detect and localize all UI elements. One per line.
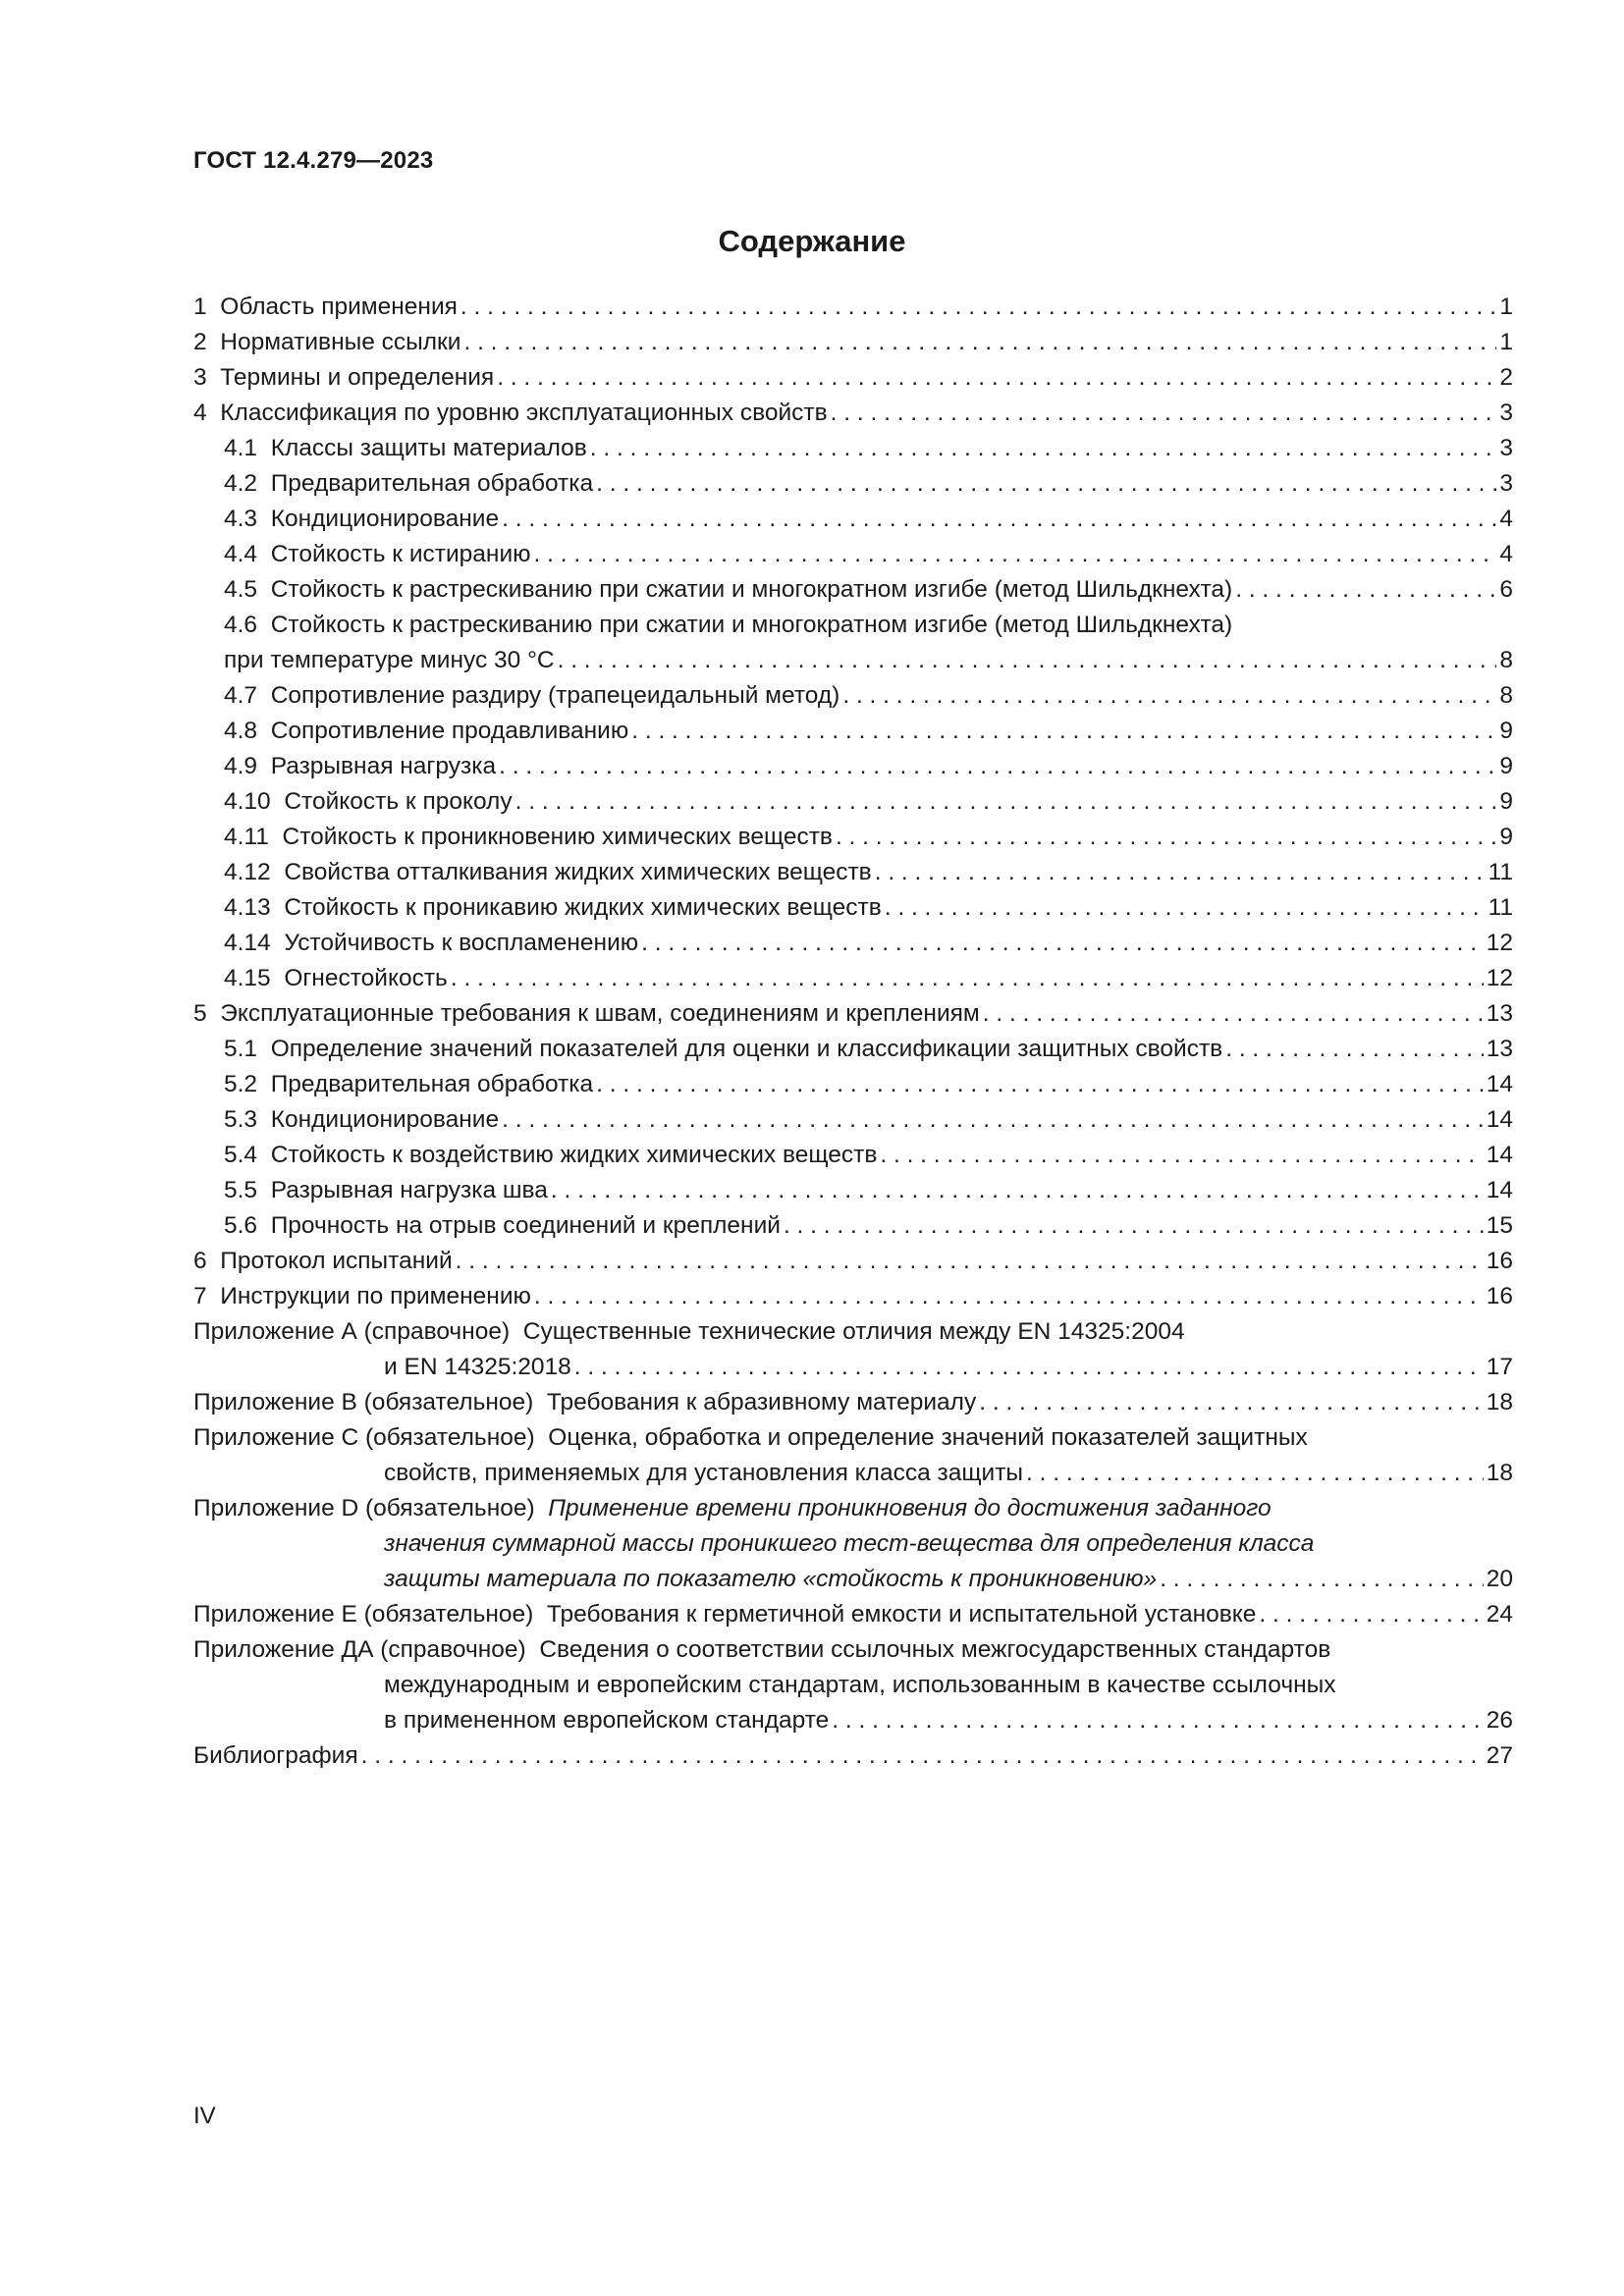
toc-page-number: 8 xyxy=(1499,647,1513,673)
appendix-label: Приложение E (обязательное) xyxy=(193,1601,534,1628)
toc-entry-text xyxy=(224,608,1232,643)
toc-entry-text xyxy=(224,466,593,502)
toc-entry-text xyxy=(224,1173,548,1208)
toc-section-entry[interactable] xyxy=(193,396,1513,431)
appendix-title-line: Требования к герметичной емкости и испытательной установке xyxy=(546,1601,1257,1628)
section-title: Стойкость к проколу xyxy=(284,788,513,815)
toc-subsection-entry[interactable] xyxy=(193,820,1513,855)
toc-page-number: 16 xyxy=(1486,1248,1513,1274)
toc-page-number: 13 xyxy=(1486,1000,1513,1027)
dot-leader xyxy=(596,1067,1484,1102)
toc-page-number: 16 xyxy=(1486,1283,1513,1309)
section-number: 5.1 xyxy=(224,1036,258,1062)
section-number: 6 xyxy=(193,1248,207,1274)
section-title: Кондиционирование xyxy=(270,506,500,532)
toc-entry-text xyxy=(224,784,513,820)
section-number: 5.4 xyxy=(224,1142,258,1168)
section-title: Область применения xyxy=(220,294,458,320)
dot-leader xyxy=(1259,1597,1483,1632)
toc-page-number: 9 xyxy=(1499,788,1513,815)
dot-leader xyxy=(1160,1562,1484,1597)
section-number: 1 xyxy=(193,294,207,320)
section-title: Стойкость к проникавию жидких химических веществ xyxy=(284,894,882,921)
toc-appendix-continuation[interactable] xyxy=(193,1562,1513,1597)
toc-entry-text xyxy=(224,961,448,996)
dot-leader xyxy=(558,643,1497,678)
toc-entry-text xyxy=(193,996,980,1032)
toc-page-number: 14 xyxy=(1486,1177,1513,1203)
section-number: 4.1 xyxy=(224,435,258,461)
section-title: Стойкость к истиранию xyxy=(270,541,531,567)
toc-subsection-entry[interactable] xyxy=(193,431,1513,466)
toc-page-number: 15 xyxy=(1486,1212,1513,1239)
section-number: 4.15 xyxy=(224,965,271,991)
toc-subsection-entry[interactable] xyxy=(193,502,1513,537)
dot-leader xyxy=(596,466,1496,502)
toc-entry-text xyxy=(224,890,882,926)
toc-subsection-continuation[interactable] xyxy=(193,643,1513,678)
dot-leader xyxy=(832,1703,1483,1738)
section-number: 4.3 xyxy=(224,506,258,532)
toc-entry-text xyxy=(224,1032,1222,1067)
toc-entry-text xyxy=(224,678,839,714)
section-title: Предварительная обработка xyxy=(270,1071,594,1097)
toc-entry-text xyxy=(193,1279,531,1314)
dot-leader xyxy=(1235,572,1496,608)
toc-subsection-entry[interactable] xyxy=(193,537,1513,572)
section-title: Предварительная обработка xyxy=(270,470,594,497)
toc-page-number: 3 xyxy=(1499,470,1513,497)
appendix-title-line: Существенные технические отличия между EN 14325:2004 xyxy=(522,1318,1185,1345)
section-title: Термины и определения xyxy=(220,364,495,391)
toc-entry-text xyxy=(224,926,638,961)
toc-page-number: 9 xyxy=(1499,824,1513,850)
toc-page-number: 14 xyxy=(1486,1106,1513,1133)
appendix-label: Приложение А (справочное) xyxy=(193,1318,511,1345)
toc-appendix-continuation[interactable] xyxy=(193,1526,1513,1562)
appendix-title-line: международным и европейским стандартам, использованным в качестве ссылочных xyxy=(384,1672,1336,1698)
appendix-title-line: Требования к абразивному материалу xyxy=(546,1389,977,1415)
dot-leader xyxy=(1026,1456,1484,1491)
toc-page-number: 2 xyxy=(1499,364,1513,391)
toc-appendix-continuation[interactable] xyxy=(193,1350,1513,1385)
dot-leader xyxy=(499,749,1496,784)
toc-entry-text xyxy=(224,502,499,537)
dot-leader xyxy=(590,431,1497,466)
toc-entry-text xyxy=(384,1350,571,1385)
section-title: Классы защиты материалов xyxy=(270,435,587,461)
toc-subsection-entry[interactable] xyxy=(193,1067,1513,1102)
toc-page-number: 1 xyxy=(1499,294,1513,320)
dot-leader xyxy=(983,996,1484,1032)
toc-page-number: 6 xyxy=(1499,576,1513,603)
dot-leader xyxy=(836,820,1496,855)
section-title: Сопротивление продавливанию xyxy=(270,718,629,744)
toc-subsection-entry[interactable] xyxy=(193,890,1513,926)
toc-page-number: 8 xyxy=(1499,682,1513,709)
toc-subsection-entry[interactable] xyxy=(193,466,1513,502)
toc-page-number: 3 xyxy=(1499,400,1513,426)
section-number: 4 xyxy=(193,400,207,426)
section-title: Эксплуатационные требования к швам, соединениям и креплениям xyxy=(220,1000,980,1027)
toc-page-number: 12 xyxy=(1486,930,1513,956)
toc-appendix-entry[interactable] xyxy=(193,1420,1513,1456)
section-title: Сопротивление раздиру (трапецеидальный метод) xyxy=(270,682,840,709)
dot-leader xyxy=(456,1244,1484,1279)
toc-subsection-entry[interactable] xyxy=(193,961,1513,996)
section-title: Огнестойкость xyxy=(284,965,448,991)
toc-page-number: 4 xyxy=(1499,506,1513,532)
toc-page-number: 18 xyxy=(1486,1389,1513,1415)
dot-leader xyxy=(502,1102,1484,1138)
toc-entry-text xyxy=(193,1491,1272,1526)
toc-page-number: 11 xyxy=(1488,859,1513,885)
toc-appendix-continuation[interactable] xyxy=(193,1703,1513,1738)
toc-page-number: 12 xyxy=(1486,965,1513,991)
toc-appendix-entry[interactable] xyxy=(193,1314,1513,1350)
toc-entry-text xyxy=(193,1597,1256,1632)
section-number: 4.11 xyxy=(224,824,269,850)
section-number: 4.13 xyxy=(224,894,271,921)
dot-leader xyxy=(842,678,1496,714)
section-number: 5.6 xyxy=(224,1212,258,1239)
toc-entry-text xyxy=(224,1208,781,1244)
appendix-label: Приложение ДА (справочное) xyxy=(193,1636,526,1663)
toc-page-number: 14 xyxy=(1486,1071,1513,1097)
toc-subsection-entry[interactable] xyxy=(193,784,1513,820)
appendix-label: Приложение D (обязательное) xyxy=(193,1495,535,1522)
dot-leader xyxy=(451,961,1484,996)
toc-entry-text xyxy=(224,1102,499,1138)
section-title: Библиография xyxy=(193,1742,358,1769)
section-number: 4.14 xyxy=(224,930,271,956)
section-title: Нормативные ссылки xyxy=(220,329,461,355)
toc-entry-text xyxy=(384,1668,1336,1703)
toc-subsection-entry[interactable] xyxy=(193,678,1513,714)
toc-entry-text xyxy=(384,1562,1157,1597)
dot-leader xyxy=(574,1350,1484,1385)
toc-entry-text xyxy=(193,290,458,325)
section-number: 5.5 xyxy=(224,1177,258,1203)
section-title: Стойкость к воздействию жидких химических веществ xyxy=(270,1142,878,1168)
toc-appendix-continuation[interactable] xyxy=(193,1668,1513,1703)
toc-section-entry[interactable] xyxy=(193,1279,1513,1314)
page-number: IV xyxy=(193,2103,216,2129)
section-title-continuation: при температуре минус 30 °С xyxy=(224,647,555,673)
section-title: Кондиционирование xyxy=(270,1106,500,1133)
toc-page-number: 4 xyxy=(1499,541,1513,567)
toc-entry-text xyxy=(193,1244,453,1279)
appendix-title-line: значения суммарной массы проникшего тест-вещества для определения класса xyxy=(384,1530,1315,1557)
toc-section-entry[interactable] xyxy=(193,996,1513,1032)
appendix-title-line: Оценка, обработка и определение значений показателей защитных xyxy=(548,1424,1308,1451)
dot-leader xyxy=(831,396,1497,431)
section-number: 4.5 xyxy=(224,576,258,603)
toc-entry-text xyxy=(193,1632,1330,1668)
toc-page-number: 24 xyxy=(1486,1601,1513,1628)
toc-entry-text xyxy=(224,820,833,855)
toc-subsection-entry[interactable] xyxy=(193,1032,1513,1067)
dot-leader xyxy=(784,1208,1484,1244)
toc-entry-text xyxy=(193,325,460,360)
section-title: Стойкость к проникновению химических веществ xyxy=(282,824,833,850)
dot-leader xyxy=(875,855,1486,890)
section-title: Прочность на отрыв соединений и креплений xyxy=(270,1212,781,1239)
toc-page-number: 20 xyxy=(1486,1566,1513,1592)
toc-subsection-entry[interactable] xyxy=(193,926,1513,961)
toc-page-number: 14 xyxy=(1486,1142,1513,1168)
toc-entry-text xyxy=(224,431,587,466)
section-title: Протокол испытаний xyxy=(220,1248,453,1274)
toc-subsection-entry[interactable] xyxy=(193,1138,1513,1173)
toc-entry-text xyxy=(193,360,494,396)
toc-subsection-entry[interactable] xyxy=(193,749,1513,784)
toc-page-number: 26 xyxy=(1486,1707,1513,1734)
toc-page-number: 11 xyxy=(1488,894,1513,921)
toc-appendix-entry[interactable] xyxy=(193,1597,1513,1632)
toc-subsection-entry[interactable] xyxy=(193,1173,1513,1208)
appendix-title-line: защиты материала по показателю «стойкость к проникновению» xyxy=(384,1566,1158,1592)
toc-appendix-entry[interactable] xyxy=(193,1491,1513,1526)
section-title: Определение значений показателей для оценки и классификации защитных свойств xyxy=(270,1036,1223,1062)
section-number: 4.6 xyxy=(224,612,258,638)
appendix-title-line: Применение времени проникновения до достижения заданного xyxy=(548,1495,1272,1522)
section-number: 4.7 xyxy=(224,682,258,709)
toc-entry-text xyxy=(224,537,531,572)
section-title: Инструкции по применению xyxy=(220,1283,531,1309)
toc-subsection-entry[interactable] xyxy=(193,855,1513,890)
toc-entry-text xyxy=(224,714,628,749)
section-title: Стойкость к растрескиванию при сжатии и многократном изгибе (метод Шильдкнехта) xyxy=(270,612,1233,638)
toc-subsection-entry[interactable] xyxy=(193,1208,1513,1244)
toc-subsection-entry[interactable] xyxy=(193,714,1513,749)
dot-leader xyxy=(502,502,1496,537)
dot-leader xyxy=(463,325,1496,360)
toc-subsection-entry[interactable] xyxy=(193,572,1513,608)
appendix-title-line: Сведения о соответствии ссылочных межгосударственных стандартов xyxy=(539,1636,1331,1663)
toc-subsection-entry[interactable] xyxy=(193,1102,1513,1138)
dot-leader xyxy=(885,890,1486,926)
section-number: 3 xyxy=(193,364,207,391)
dot-leader xyxy=(361,1738,1484,1774)
toc-section-entry[interactable] xyxy=(193,360,1513,396)
toc-entry-text xyxy=(384,1456,1023,1491)
toc-entry-text xyxy=(384,1703,829,1738)
toc-page-number: 27 xyxy=(1486,1742,1513,1769)
dot-leader xyxy=(880,1138,1483,1173)
page-title: Содержание xyxy=(718,224,906,258)
dot-leader xyxy=(641,926,1484,961)
dot-leader xyxy=(534,1279,1484,1314)
toc-entry-text xyxy=(193,1420,1308,1456)
dot-leader xyxy=(551,1173,1484,1208)
appendix-label: Приложение В (обязательное) xyxy=(193,1389,534,1415)
toc-entry-text xyxy=(224,855,872,890)
dot-leader xyxy=(460,290,1496,325)
section-title: Классификация по уровню эксплуатационных свойств xyxy=(220,400,828,426)
toc-appendix-entry[interactable] xyxy=(193,1632,1513,1668)
dot-leader xyxy=(1225,1032,1484,1067)
section-number: 5.3 xyxy=(224,1106,258,1133)
toc-entry-text xyxy=(193,396,828,431)
toc-entry-text xyxy=(224,572,1232,608)
toc-page-number: 3 xyxy=(1499,435,1513,461)
appendix-title-line: и EN 14325:2018 xyxy=(384,1354,571,1380)
toc-section-entry[interactable] xyxy=(193,290,1513,325)
toc-page-number: 18 xyxy=(1486,1460,1513,1486)
section-title: Свойства отталкивания жидких химических веществ xyxy=(284,859,872,885)
section-number: 5 xyxy=(193,1000,207,1027)
toc-appendix-entry[interactable] xyxy=(193,1385,1513,1420)
toc-page-number: 1 xyxy=(1499,329,1513,355)
toc-entry-text xyxy=(224,1067,593,1102)
toc-section-entry[interactable] xyxy=(193,1244,1513,1279)
section-number: 4.9 xyxy=(224,753,258,779)
toc-subsection-entry[interactable] xyxy=(193,608,1513,643)
dot-leader xyxy=(631,714,1496,749)
toc-page-number: 9 xyxy=(1499,718,1513,744)
toc-entry-text xyxy=(193,1385,976,1420)
toc-entry-text xyxy=(224,749,496,784)
section-number: 2 xyxy=(193,329,207,355)
appendix-label: Приложение С (обязательное) xyxy=(193,1424,535,1451)
appendix-title-line: свойств, применяемых для установления класса защиты xyxy=(384,1460,1024,1486)
toc-bibliography-entry[interactable] xyxy=(193,1738,1513,1774)
section-number: 4.4 xyxy=(224,541,258,567)
section-title: Стойкость к растрескиванию при сжатии и многократном изгибе (метод Шильдкнехта) xyxy=(270,576,1233,603)
dot-leader xyxy=(497,360,1496,396)
section-number: 4.2 xyxy=(224,470,258,497)
document-code: ГОСТ 12.4.279—2023 xyxy=(193,147,434,174)
section-title: Устойчивость к воспламенению xyxy=(284,930,639,956)
toc-section-entry[interactable] xyxy=(193,325,1513,360)
section-title: Разрывная нагрузка xyxy=(270,753,497,779)
section-number: 4.12 xyxy=(224,859,271,885)
toc-entry-text xyxy=(384,1526,1314,1562)
toc-page-number: 13 xyxy=(1486,1036,1513,1062)
dot-leader xyxy=(515,784,1497,820)
table-of-contents xyxy=(193,290,1513,1774)
section-number: 4.8 xyxy=(224,718,258,744)
toc-page-number: 9 xyxy=(1499,753,1513,779)
section-number: 7 xyxy=(193,1283,207,1309)
toc-entry-text xyxy=(224,1138,877,1173)
dot-leader xyxy=(979,1385,1484,1420)
section-number: 5.2 xyxy=(224,1071,258,1097)
section-number: 4.10 xyxy=(224,788,271,815)
toc-entry-text xyxy=(193,1314,1185,1350)
toc-appendix-continuation[interactable] xyxy=(193,1456,1513,1491)
toc-page-number: 17 xyxy=(1486,1354,1513,1380)
section-title: Разрывная нагрузка шва xyxy=(270,1177,548,1203)
dot-leader xyxy=(534,537,1497,572)
appendix-title-line: в примененном европейском стандарте xyxy=(384,1707,830,1734)
